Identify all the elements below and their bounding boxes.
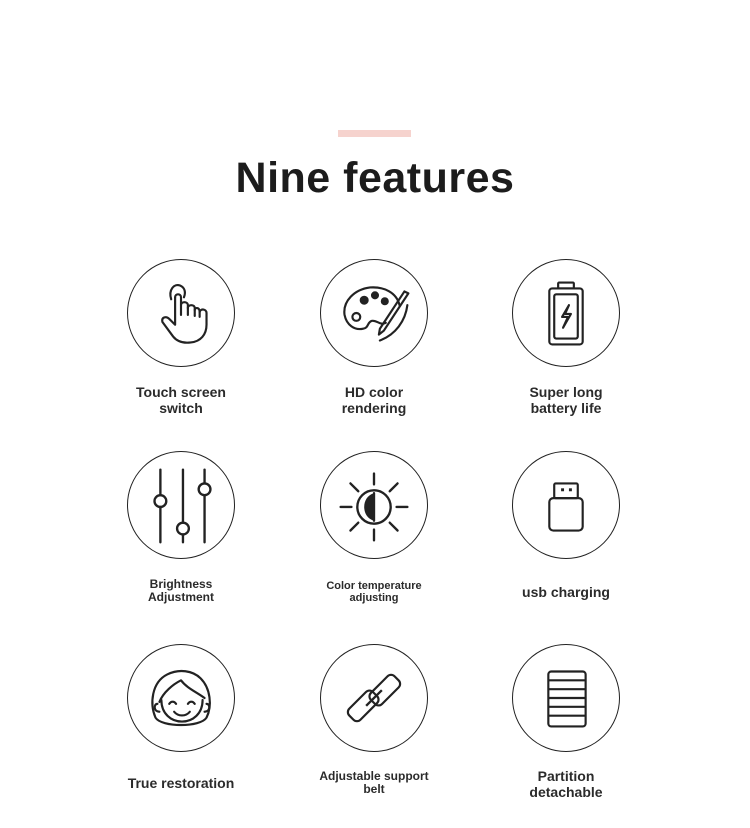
feature-label: Adjustable support belt [319, 769, 429, 796]
sliders-icon [128, 452, 234, 558]
feature-label: Color temperature adjusting [326, 580, 422, 604]
feature-touch-screen [86, 259, 276, 416]
feature-support-belt [279, 644, 469, 796]
feature-label: usb charging [522, 584, 610, 600]
chain-link-icon [321, 645, 427, 751]
feature-icon-circle [127, 259, 235, 367]
feature-icon-circle [512, 644, 620, 752]
usb-plug-icon [513, 452, 619, 558]
feature-usb-charging [471, 451, 661, 600]
touch-hand-icon [128, 260, 234, 366]
feature-icon-circle [512, 259, 620, 367]
feature-color-temperature [279, 451, 469, 604]
sun-icon [321, 452, 427, 558]
feature-hd-color [279, 259, 469, 416]
feature-partition-detachable [471, 644, 661, 800]
feature-true-restoration [86, 644, 276, 791]
palette-icon [321, 260, 427, 366]
feature-icon-circle [320, 259, 428, 367]
feature-icon-circle [320, 451, 428, 559]
feature-icon-circle [320, 644, 428, 752]
feature-label: Super long battery life [529, 384, 603, 416]
stacked-panels-icon [513, 645, 619, 751]
title-accent-bar [338, 130, 411, 137]
feature-label: HD color rendering [341, 384, 407, 416]
feature-brightness [86, 451, 276, 604]
feature-icon-circle [127, 644, 235, 752]
feature-label: Partition detachable [529, 768, 603, 800]
feature-label: Touch screen switch [136, 384, 226, 416]
feature-icon-circle [512, 451, 620, 559]
battery-icon [513, 260, 619, 366]
smiling-face-icon [128, 645, 234, 751]
feature-battery [471, 259, 661, 416]
page-title: Nine features [235, 154, 515, 202]
feature-label: Brightness Adjustment [148, 577, 214, 604]
feature-icon-circle [127, 451, 235, 559]
feature-label: True restoration [127, 775, 235, 791]
